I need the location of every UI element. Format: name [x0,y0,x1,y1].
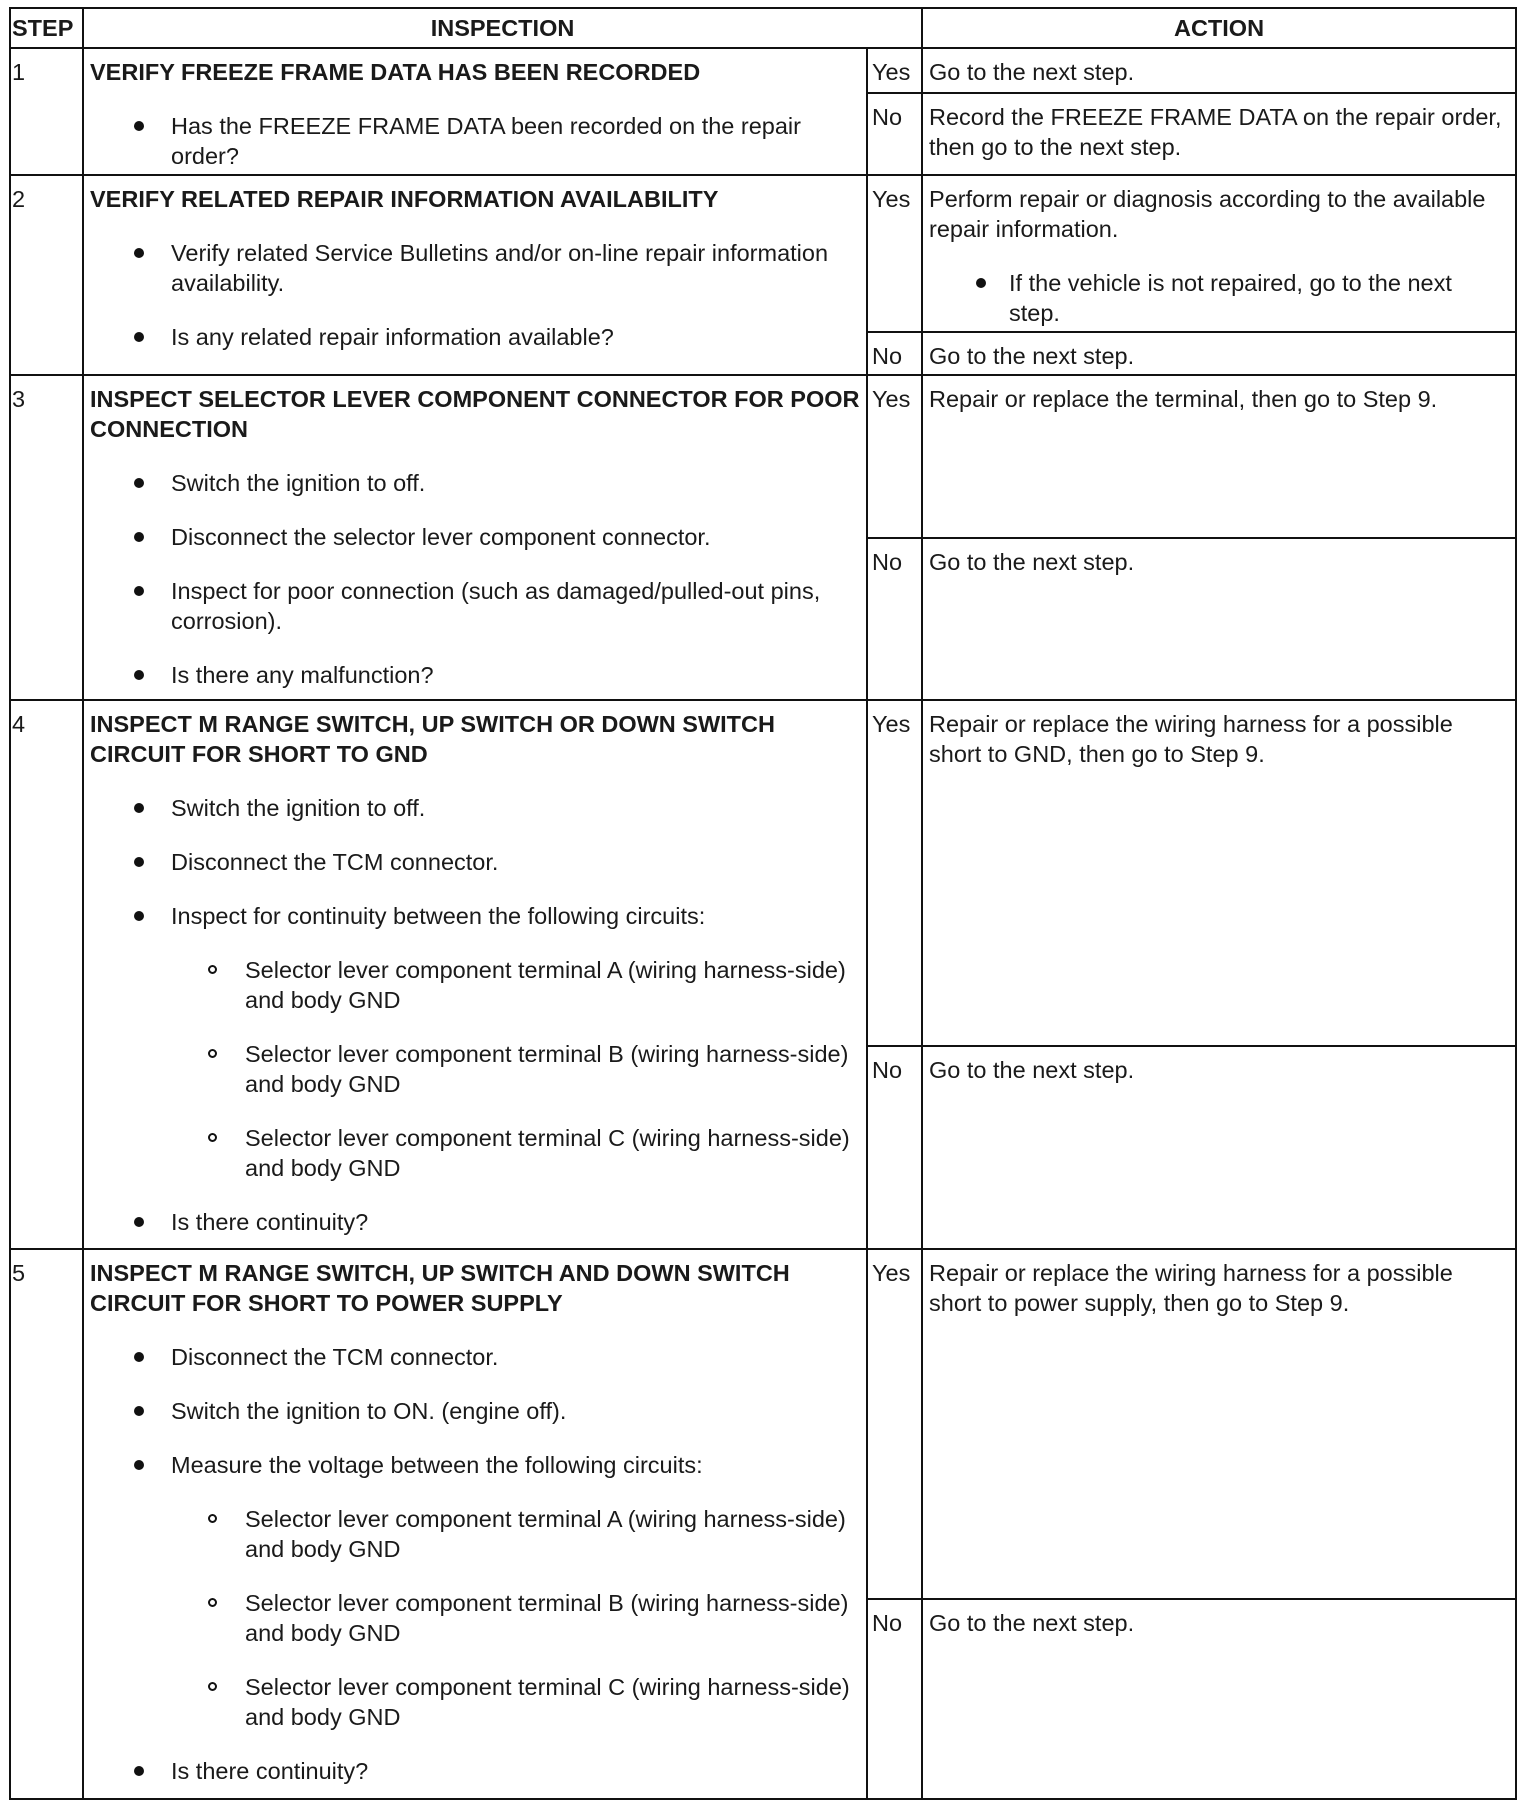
diagnostic-procedure-table [9,7,1517,1800]
step-inspection [83,700,867,1249]
sub-list-item: Selector lever component terminal A (wiring harness-side) and body GND [90,1504,860,1564]
yes-label: Yes [867,700,922,1046]
header-action: ACTION [922,8,1516,48]
yes-label: Yes [867,375,922,538]
no-label: No [867,332,922,374]
step-number: 4 [10,700,83,1249]
no-label: No [867,538,922,700]
step-title: VERIFY RELATED REPAIR INFORMATION AVAILABILITY [90,186,719,213]
yes-label: Yes [867,48,922,93]
step-number: 1 [10,48,83,175]
yes-action [922,175,1516,332]
header-inspection: INSPECTION [83,8,922,48]
yes-label: Yes [867,175,922,332]
step-number: 2 [10,175,83,374]
list-item: Switch the ignition to off. [90,793,860,823]
list-item: Is any related repair information available? [90,322,860,352]
table-header-row [10,8,1516,48]
no-label: No [867,1599,922,1799]
yes-label: Yes [867,1249,922,1599]
list-item: Disconnect the selector lever component connector. [90,522,860,552]
sub-list-item: Selector lever component terminal C (wiring harness-side) and body GND [90,1123,860,1183]
yes-action: Go to the next step. [922,48,1516,93]
header-step: STEP [10,8,83,48]
yes-action-text: Perform repair or diagnosis according to the available repair information. [929,186,1486,243]
list-item: Disconnect the TCM connector. [90,1342,860,1372]
step-title: INSPECT SELECTOR LEVER COMPONENT CONNECTOR FOR POOR CONNECTION [90,385,860,442]
list-item: Inspect for continuity between the following circuits: [90,901,860,931]
sub-list-item: Selector lever component terminal B (wiring harness-side) and body GND [90,1039,860,1099]
step-title: VERIFY FREEZE FRAME DATA HAS BEEN RECORDED [90,59,701,85]
no-action: Go to the next step. [922,1046,1516,1249]
yes-action: Repair or replace the wiring harness for a possible short to GND, then go to Step 9. [922,700,1516,1046]
list-item: Is there continuity? [90,1756,860,1786]
no-label: No [867,1046,922,1249]
yes-action: Repair or replace the wiring harness for a possible short to power supply, then go to Step 9. [922,1249,1516,1599]
list-item: Is there any malfunction? [90,660,860,690]
no-label: No [867,93,922,175]
step-title: INSPECT M RANGE SWITCH, UP SWITCH AND DOWN SWITCH CIRCUIT FOR SHORT TO POWER SUPPLY [90,1259,790,1316]
sub-list-item: Selector lever component terminal A (wiring harness-side) and body GND [90,955,860,1015]
no-action: Go to the next step. [922,538,1516,700]
step-inspection [83,375,867,701]
step-3-yes-row [10,375,1516,538]
list-item: Measure the voltage between the following circuits: [90,1450,860,1480]
step-inspection [83,1249,867,1799]
inspection-bullets [90,111,860,171]
list-item: Switch the ignition to ON. (engine off). [90,1396,860,1426]
sub-list-item: Selector lever component terminal B (wiring harness-side) and body GND [90,1588,860,1648]
yes-action: Repair or replace the terminal, then go to Step 9. [922,375,1516,538]
list-item: Verify related Service Bulletins and/or on-line repair information availability. [90,238,860,298]
yes-action-sub-bullet: If the vehicle is not repaired, go to the next step. [929,268,1509,328]
inspection-bullets [90,238,860,352]
inspection-bullets [90,1342,860,1786]
no-action: Record the FREEZE FRAME DATA on the repair order, then go to the next step. [922,93,1516,175]
list-item: Disconnect the TCM connector. [90,847,860,877]
list-item: Has the FREEZE FRAME DATA been recorded on the repair order? [90,111,860,171]
step-title: INSPECT M RANGE SWITCH, UP SWITCH OR DOWN SWITCH CIRCUIT FOR SHORT TO GND [90,711,775,768]
step-5-yes-row [10,1249,1516,1599]
step-number: 3 [10,375,83,701]
sub-list-item: Selector lever component terminal C (wiring harness-side) and body GND [90,1672,860,1732]
step-inspection [83,175,867,374]
list-item: Inspect for poor connection (such as damaged/pulled-out pins, corrosion). [90,576,860,636]
inspection-bullets [90,468,860,690]
list-item: Is there continuity? [90,1207,860,1237]
list-item: Switch the ignition to off. [90,468,860,498]
no-action: Go to the next step. [922,1599,1516,1799]
step-inspection [83,48,867,175]
step-number: 5 [10,1249,83,1799]
step-4-yes-row [10,700,1516,1046]
inspection-bullets [90,793,860,1237]
step-1-yes-row [10,48,1516,93]
step-2-yes-row [10,175,1516,332]
no-action: Go to the next step. [922,332,1516,374]
